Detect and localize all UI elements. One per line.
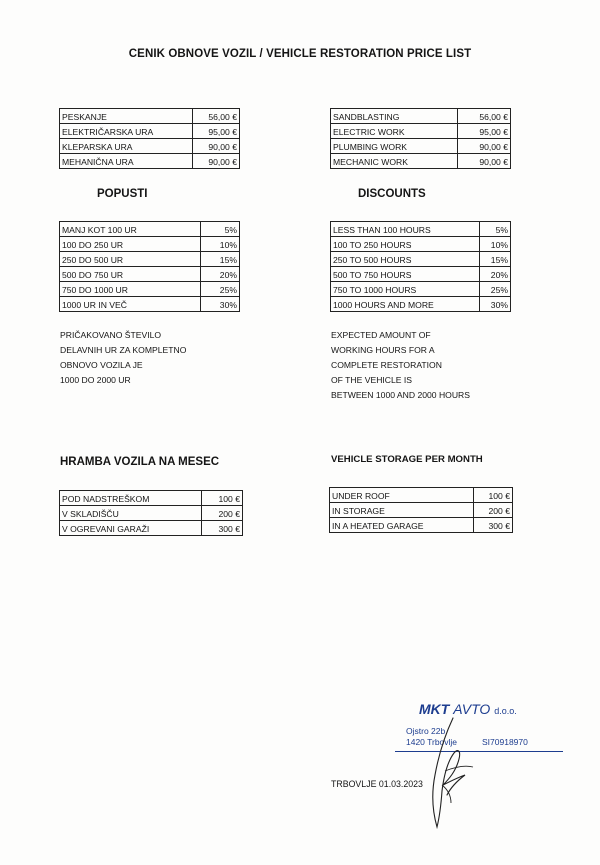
note-line: COMPLETE RESTORATION	[331, 360, 442, 370]
row-label: ELEKTRIČARSKA URA	[60, 124, 193, 139]
table-row	[60, 521, 243, 536]
row-value: 95,00 €	[457, 124, 510, 139]
row-value: 10%	[479, 237, 510, 252]
row-value: 30%	[479, 297, 510, 312]
row-label: 100 TO 250 HOURS	[331, 237, 480, 252]
row-label: 750 TO 1000 HOURS	[331, 282, 480, 297]
note-line: EXPECTED AMOUNT OF	[331, 330, 431, 340]
table-row	[330, 488, 513, 503]
table-row	[60, 109, 240, 124]
row-label: MEHANIČNA URA	[60, 154, 193, 169]
company-suffix: d.o.o.	[494, 706, 517, 716]
note-line: DELAVNIH UR ZA KOMPLETNO	[60, 345, 187, 355]
note-line: WORKING HOURS FOR A	[331, 345, 435, 355]
row-label: 1000 UR IN VEČ	[60, 297, 201, 312]
row-label: 250 TO 500 HOURS	[331, 252, 480, 267]
row-label: 750 DO 1000 UR	[60, 282, 201, 297]
row-value: 15%	[479, 252, 510, 267]
table-row	[60, 297, 240, 312]
row-label: MECHANIC WORK	[331, 154, 458, 169]
table-row	[331, 252, 511, 267]
row-label: 1000 HOURS AND MORE	[331, 297, 480, 312]
row-label: UNDER ROOF	[330, 488, 474, 503]
table-row	[331, 154, 511, 169]
row-value: 10%	[200, 237, 239, 252]
table-row	[330, 518, 513, 533]
table-row	[331, 139, 511, 154]
row-value: 25%	[479, 282, 510, 297]
row-value: 56,00 €	[193, 109, 240, 124]
row-value: 200 €	[202, 506, 243, 521]
row-value: 90,00 €	[193, 139, 240, 154]
note-line: PRIČAKOVANO ŠTEVILO	[60, 330, 162, 340]
table-row	[60, 491, 243, 506]
signature-icon	[415, 715, 485, 835]
table-row	[60, 237, 240, 252]
row-value: 5%	[200, 222, 239, 237]
storage-heading-sl: HRAMBA VOZILA NA MESEC	[60, 456, 220, 468]
row-label: 250 DO 500 UR	[60, 252, 201, 267]
row-value: 25%	[200, 282, 239, 297]
table-row	[331, 282, 511, 297]
table-row	[330, 503, 513, 518]
row-label: MANJ KOT 100 UR	[60, 222, 201, 237]
row-value: 300 €	[202, 521, 243, 536]
row-label: 100 DO 250 UR	[60, 237, 201, 252]
company-street: Ojstro 22b	[406, 726, 446, 736]
table-row	[331, 124, 511, 139]
table-row	[60, 252, 240, 267]
row-label: 500 DO 750 UR	[60, 267, 201, 282]
row-label: LESS THAN 100 HOURS	[331, 222, 480, 237]
discounts-table-sl	[59, 221, 240, 312]
row-value: 90,00 €	[193, 154, 240, 169]
row-value: 95,00 €	[193, 124, 240, 139]
row-value: 200 €	[473, 503, 512, 518]
row-value: 90,00 €	[457, 139, 510, 154]
discounts-heading-sl: POPUSTI	[97, 188, 148, 200]
prices-table-en	[330, 108, 511, 169]
discounts-heading-en: DISCOUNTS	[358, 188, 426, 200]
discounts-table-en	[330, 221, 511, 312]
table-row	[331, 297, 511, 312]
row-value: 20%	[200, 267, 239, 282]
row-label: IN STORAGE	[330, 503, 474, 518]
row-value: 300 €	[473, 518, 512, 533]
row-value: 56,00 €	[457, 109, 510, 124]
row-value: 15%	[200, 252, 239, 267]
company-name-bold: MKT	[419, 701, 450, 717]
storage-table-sl	[59, 490, 243, 536]
row-label: SANDBLASTING	[331, 109, 458, 124]
page-title: CENIK OBNOVE VOZIL / VEHICLE RESTORATION PRICE LIST	[128, 48, 472, 60]
note-line: 1000 DO 2000 UR	[60, 375, 131, 385]
row-value: 20%	[479, 267, 510, 282]
table-row	[60, 154, 240, 169]
row-label: V OGREVANI GARAŽI	[60, 521, 202, 536]
row-label: KLEPARSKA URA	[60, 139, 193, 154]
note-en	[331, 328, 470, 403]
company-tax-id: SI70918970	[482, 737, 528, 747]
table-row	[60, 267, 240, 282]
note-line: OBNOVO VOZILA JE	[60, 360, 143, 370]
note-line: OF THE VEHICLE IS	[331, 375, 413, 385]
row-label: IN A HEATED GARAGE	[330, 518, 474, 533]
note-line: BETWEEN 1000 AND 2000 HOURS	[331, 390, 470, 400]
table-row	[331, 222, 511, 237]
table-row	[331, 237, 511, 252]
row-label: POD NADSTREŠKOM	[60, 491, 202, 506]
table-row	[60, 506, 243, 521]
table-row	[331, 267, 511, 282]
storage-table-en	[329, 487, 513, 533]
row-label: ELECTRIC WORK	[331, 124, 458, 139]
row-label: 500 TO 750 HOURS	[331, 267, 480, 282]
row-value: 100 €	[473, 488, 512, 503]
table-row	[60, 222, 240, 237]
row-label: V SKLADIŠČU	[60, 506, 202, 521]
row-label: PESKANJE	[60, 109, 193, 124]
table-row	[331, 109, 511, 124]
note-sl	[60, 328, 186, 388]
storage-heading-en: VEHICLE STORAGE PER MONTH	[331, 454, 483, 465]
table-row	[60, 124, 240, 139]
place-and-date: TRBOVLJE 01.03.2023	[331, 779, 423, 789]
table-row	[60, 282, 240, 297]
company-name: AVTO	[453, 701, 491, 717]
prices-table-sl	[59, 108, 240, 169]
row-value: 5%	[479, 222, 510, 237]
row-label: PLUMBING WORK	[331, 139, 458, 154]
company-city: 1420 Trbovlje	[406, 737, 458, 747]
row-value: 100 €	[202, 491, 243, 506]
row-value: 30%	[200, 297, 239, 312]
table-row	[60, 139, 240, 154]
row-value: 90,00 €	[457, 154, 510, 169]
